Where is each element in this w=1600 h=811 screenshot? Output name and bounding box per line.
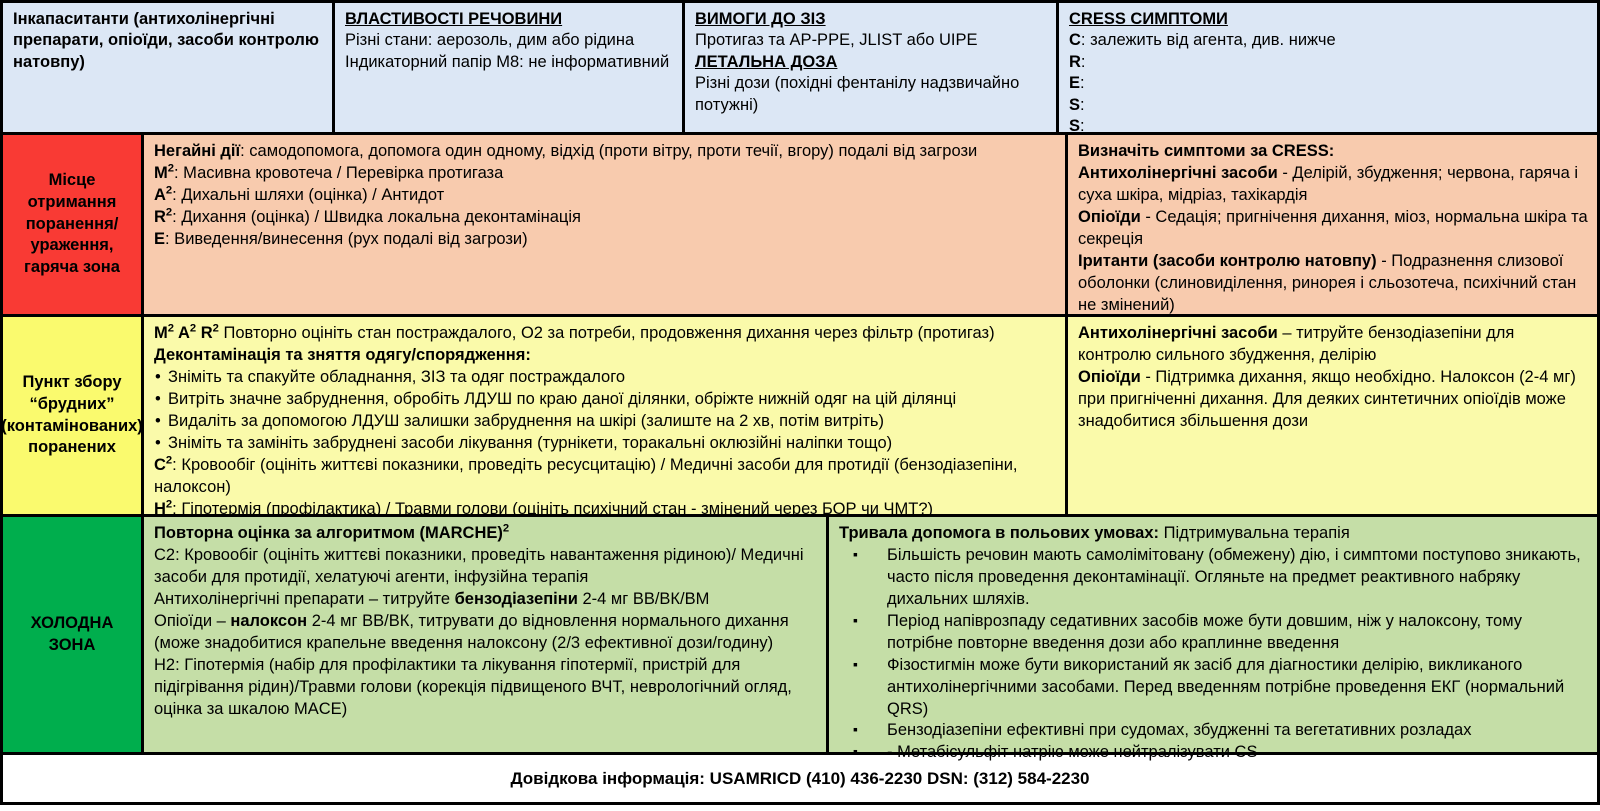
cress-symptoms-cell <box>1059 3 1600 136</box>
dirty-opioid-label: Опіоїди <box>1078 367 1141 386</box>
ppe-heading: ВИМОГИ ДО ЗІЗ <box>695 10 826 28</box>
list-item: • Видаліть за допомогою ЛДУШ залишки забруднення на шкірі (залиште на 2 хв, потім витріть) <box>154 411 1057 433</box>
dirty-h-sup: 2 <box>165 498 173 510</box>
cress-s2-label: S <box>1069 117 1081 136</box>
opioid-signs-label: Опіоїди <box>1078 207 1141 226</box>
list-item: ▪ Більшість речовин мають самолімітовану (обмежену) дію, і симптоми поступово зникають, часто після проведення деконтамінації. Огляньте на предмет реактивного набряку дихальних шляхів. <box>839 545 1589 611</box>
hot-a-label: A <box>154 185 166 204</box>
cold-opioid-post: 2-4 мг ВВ/ВК, титрувати до відновлення нормального дихання (може знадобитися крапельне введення налоксону (2/3 ефективної дози/годину) <box>154 611 789 652</box>
dirty-zone-procedures-cell <box>144 317 1068 518</box>
cold-opioid-line <box>154 611 818 655</box>
cold-c2-text: С2: Кровообіг (оцініть життєві показники, проведіть навантаження рідиною)/ Медичні засоби для протидії, хелатуючі агенти, інфузійна терапія <box>154 545 804 586</box>
cold-anticholinergic-line <box>154 589 818 611</box>
list-item: ▪ - Метабісульфіт натрію може нейтралізувати CS <box>839 742 1589 764</box>
cress-s1-value: : <box>1080 95 1085 114</box>
cold-anticholinergic-post: 2-4 мг ВВ/ВК/ВМ <box>577 589 710 608</box>
list-item: • Зніміть та спакуйте обладнання, ЗІЗ та одяг постраждалого <box>154 367 1057 389</box>
prolonged-care-heading-line <box>839 523 1589 545</box>
hot-m-label: M <box>154 163 168 182</box>
cress-heading: CRESS СИМПТОМИ <box>1069 10 1228 28</box>
opioid-signs-line <box>1078 207 1589 251</box>
hot-a-sup: 2 <box>165 184 173 197</box>
hot-zone-row <box>0 135 1600 317</box>
cold-opioid-drug: налоксон <box>230 611 308 630</box>
marche-heading-line <box>154 523 818 545</box>
ppe-line1: Протигаз та AP-PPE, JLIST або UIPE <box>695 31 978 50</box>
dirty-zone-treatment-cell <box>1068 317 1600 514</box>
cress-c-label: C <box>1069 31 1081 50</box>
cress-s1-label: S <box>1069 95 1081 114</box>
hot-zone-label: Місце отримання поранення/ураження, гаряча зона <box>24 171 120 277</box>
hot-zone-cress-cell <box>1068 135 1600 314</box>
dirty-reassess-text: Повторно оцініть стан постраждалого, О2 за потреби, продовження дихання через фільтр (протигаз) <box>218 324 995 342</box>
cress-identify-heading: Визначіть симптоми за CRESS: <box>1078 142 1335 160</box>
dirty-r-sup: 2 <box>212 322 219 335</box>
dirty-h-text: : Гіпотермія (профілактика) / Травми голови (оцініть психічний стан - змінений через БОР чи ЧМТ?) <box>172 499 933 518</box>
header-row <box>0 0 1600 135</box>
agent-title: Інкапаситанти (антихолінергічні препарати, опіоїди, засоби контролю натовпу) <box>13 10 319 71</box>
list-item: ▪ Фізостигмін може бути використаний як засіб для діагностики делірію, викликаного антихолінергічними засобами. Перед введенням потрібне проведення ЕКГ (нормальний QRS) <box>839 655 1589 721</box>
cold-zone-reassessment-cell <box>144 517 829 752</box>
list-item: • Витріть значне забруднення, обробіть ЛДУШ по краю даної ділянки, обріжте нижній одяг на цій ділянці <box>154 389 1057 411</box>
hot-r-line <box>154 207 1057 229</box>
hot-e-line <box>154 229 1057 251</box>
dirty-collection-point-row <box>0 317 1600 517</box>
anticholinergic-signs-text: - Делірій, збудження; червона, гаряча і суха шкіра, мідріаз, тахікардія <box>1078 163 1579 204</box>
irritant-signs-label: Іританти (засоби контролю натовпу) <box>1078 251 1377 270</box>
marche-heading-sup: 2 <box>502 522 510 535</box>
cress-s1-row <box>1069 95 1589 116</box>
anticholinergic-signs-line <box>1078 163 1589 207</box>
cold-zone-label-cell <box>3 517 144 752</box>
cress-s2-value: : <box>1080 117 1085 136</box>
hot-a-text: : Дихальні шляхи (оцінка) / Антидот <box>172 185 445 204</box>
substance-properties-cell <box>335 3 685 132</box>
cress-r-row <box>1069 52 1589 73</box>
cold-zone-row <box>0 517 1600 762</box>
dirty-anticholinergic-label: Антихолінергічні засоби <box>1078 324 1278 342</box>
cress-r-label: R <box>1069 52 1081 71</box>
dirty-a-sup: 2 <box>189 322 197 335</box>
irritant-signs-line <box>1078 251 1589 317</box>
cress-c-row <box>1069 30 1589 51</box>
decon-bullet-list <box>154 367 1057 455</box>
dirty-c-text: : Кровообіг (оцініть життєві показники, проведіть ресусцитацію) / Медичні засоби для протидії (бензодіазепіни, налоксон) <box>154 455 1018 496</box>
dirty-opioid-line <box>1078 367 1589 433</box>
lethal-dose-line: Різні дози (похідні фентанілу надзвичайно потужні) <box>695 74 1020 114</box>
prolonged-field-care-cell <box>829 517 1600 762</box>
substance-properties-line2: Індикаторний папір M8: не інформативний <box>345 52 670 71</box>
dirty-mar-reassess-line <box>154 323 1057 345</box>
ppe-requirements-cell <box>685 3 1059 132</box>
opioid-signs-text: - Седація; пригнічення дихання, міоз, нормальна шкіра та секреція <box>1078 207 1588 248</box>
dirty-opioid-text: - Підтримка дихання, якщо необхідно. Налоксон (2-4 мг) при пригніченні дихання. Для деяких синтетичних опіоїдів може знадобитися збільшення дози <box>1078 367 1576 430</box>
decon-heading: Деконтамінація та зняття одягу/спорядження: <box>154 345 531 364</box>
cress-e-value: : <box>1080 74 1085 93</box>
cress-e-row <box>1069 73 1589 94</box>
agent-title-cell <box>3 3 335 132</box>
marche-heading: Повторна оцінка за алгоритмом (MARCHE) <box>154 524 503 542</box>
list-item: ▪ Бензодіазепіни ефективні при судомах, збудженні та вегетативних розладах <box>839 720 1589 742</box>
substance-properties-heading: ВЛАСТИВОСТІ РЕЧОВИНИ <box>345 10 563 28</box>
cold-opioid-pre: Опіоїди – <box>154 611 231 630</box>
dirty-c-sup: 2 <box>165 454 173 467</box>
cress-c-value: : залежить від агента, див. нижче <box>1080 31 1336 50</box>
dirty-zone-label-cell <box>3 317 144 514</box>
hot-m-text: : Масивна кровотеча / Перевірка протигаза <box>174 163 504 182</box>
cress-r-value: : <box>1080 52 1086 71</box>
dirty-c-label: C <box>154 455 166 474</box>
cress-e-label: E <box>1069 74 1081 93</box>
dirty-zone-label: Пункт збору “брудних” (контамінованих) поранених <box>1 372 143 457</box>
cold-anticholinergic-drug: бензодіазепіни <box>454 589 578 608</box>
anticholinergic-signs-label: Антихолінергічні засоби <box>1078 163 1278 182</box>
list-item: ▪ Період напіврозпаду седативних засобів може бути довшим, ніж у налоксону, тому потрібне повторне введення дози або краплинне введення <box>839 611 1589 655</box>
prolonged-care-heading-rest: Підтримувальна терапія <box>1159 524 1350 542</box>
dirty-r-label: R <box>200 324 213 342</box>
dirty-anticholinergic-line <box>1078 323 1589 367</box>
footer-text: Довідкова інформація: USAMRICD (410) 436-2230 DSN: (312) 584-2230 <box>510 768 1090 788</box>
prolonged-care-bullet-list <box>839 545 1589 764</box>
cold-anticholinergic-pre: Антихолінергічні препарати – титруйте <box>154 589 455 608</box>
dirty-h-label: H <box>154 499 166 518</box>
hot-e-text: : Виведення/винесення (рух подалі від загрози) <box>165 229 528 248</box>
hot-zone-actions-cell <box>144 135 1068 314</box>
cold-zone-label: ХОЛОДНА ЗОНА <box>30 613 114 654</box>
hot-r-label: R <box>154 207 166 226</box>
dirty-m-sup: 2 <box>167 322 174 335</box>
hot-zone-label-cell <box>3 135 144 314</box>
dirty-anticholinergic-text: – титруйте бензодіазепіни для контролю сильного збудження, делірію <box>1078 324 1515 364</box>
substance-properties-line1: Різні стани: аерозоль, дим або рідина <box>345 31 635 50</box>
cold-h2-text: Н2: Гіпотермія (набір для профілактики та лікування гіпотермії, пристрій для підігрівання рідин)/Травми голови (корекція підвищеного ВЧТ, неврологічний огляд, оцінка за шкалою MACE) <box>154 655 792 718</box>
hot-a-line <box>154 185 1057 207</box>
irritant-signs-text: - Подразнення слизової оболонки (слиновиділення, ринорея і сльозотеча, психічний стан не змінений) <box>1078 251 1577 314</box>
lethal-dose-heading: ЛЕТАЛЬНА ДОЗА <box>695 52 838 71</box>
list-item: • Зніміть та замініть забруднені засоби лікування (турнікети, торакальні оклюзійні наліпки тощо) <box>154 433 1057 455</box>
immediate-actions-line <box>154 141 1057 163</box>
dirty-a-label: A <box>177 324 190 342</box>
immediate-actions-text: : самодопомога, допомога один одному, відхід (проти вітру, проти течії, вгору) подалі від загрози <box>240 142 978 160</box>
hot-r-sup: 2 <box>165 206 173 219</box>
hot-r-text: : Дихання (оцінка) / Швидка локальна деконтамінація <box>172 207 581 226</box>
hot-m-line <box>154 163 1057 185</box>
hot-m-sup: 2 <box>167 162 174 175</box>
hot-e-label: E <box>154 229 166 248</box>
immediate-actions-label: Негайні дії <box>154 142 241 160</box>
dirty-m-label: M <box>154 324 168 342</box>
dirty-c-line <box>154 455 1057 499</box>
prolonged-care-heading: Тривала допомога в польових умовах: <box>839 524 1160 542</box>
